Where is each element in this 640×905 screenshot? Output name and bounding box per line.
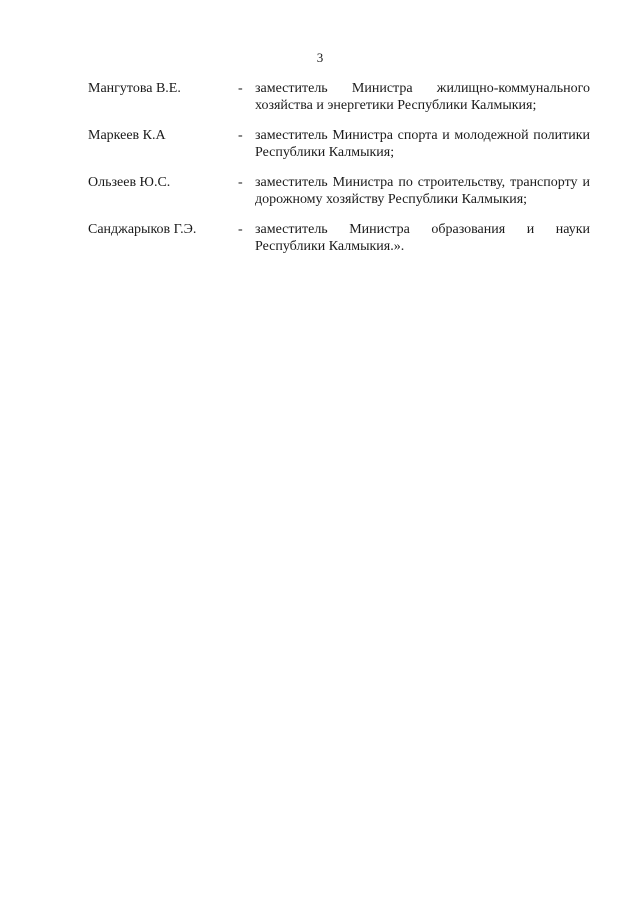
member-position: заместитель Министра по строительству, транспорту и дорожному хозяйству Республики Калмыкия; bbox=[255, 175, 590, 207]
dash-separator: - bbox=[238, 175, 243, 190]
list-item bbox=[88, 127, 590, 161]
dash-separator: - bbox=[238, 222, 243, 237]
member-name: Маркеев К.А bbox=[88, 128, 166, 143]
dash-separator: - bbox=[238, 81, 243, 96]
list-item bbox=[88, 80, 590, 114]
member-position: заместитель Министра образования и науки Республики Калмыкия.». bbox=[255, 222, 590, 254]
member-name: Ользеев Ю.С. bbox=[88, 175, 171, 190]
member-position: заместитель Министра жилищно-коммунального хозяйства и энергетики Республики Калмыкия; bbox=[255, 81, 590, 113]
member-position: заместитель Министра спорта и молодежной политики Республики Калмыкия; bbox=[255, 128, 590, 160]
members-list bbox=[88, 80, 590, 268]
list-item bbox=[88, 221, 590, 255]
list-item bbox=[88, 174, 590, 208]
dash-separator: - bbox=[238, 128, 243, 143]
member-name: Мангутова В.Е. bbox=[88, 81, 181, 96]
member-name: Санджарыков Г.Э. bbox=[88, 222, 197, 237]
page-number: 3 bbox=[316, 50, 324, 65]
